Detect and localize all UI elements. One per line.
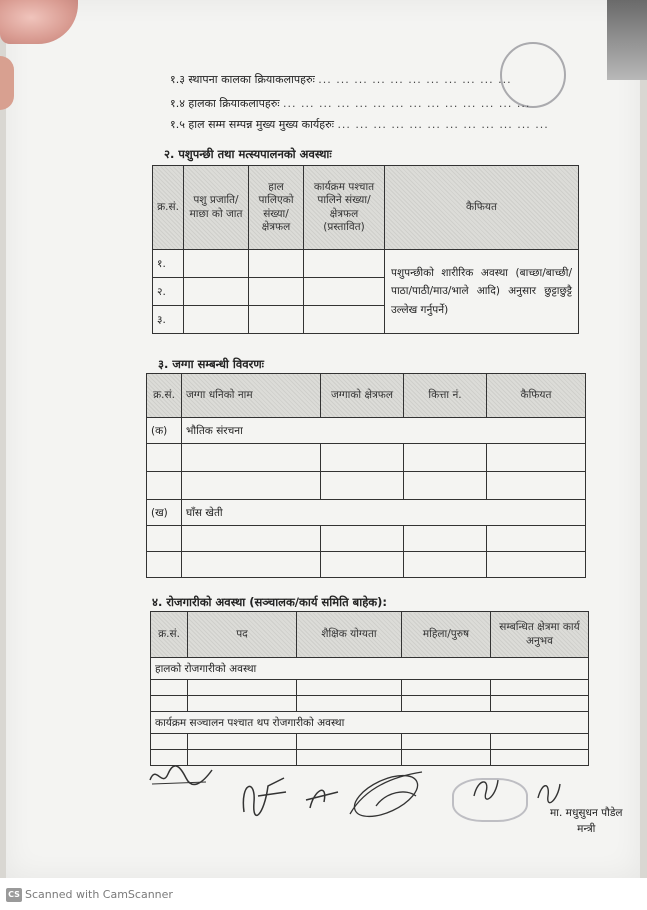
table-row [147,526,586,552]
livestock-table [152,165,579,334]
background-corner [607,0,647,80]
row-sn: ३. [153,306,184,334]
item-1-3-label: १.३ स्थापना कालका क्रियाकलापहरुः [170,73,315,86]
col-owner: जग्गा धनिको नाम [182,374,321,418]
col-area: जग्गाको क्षेत्रफल [321,374,404,418]
camscanner-watermark [6,888,173,902]
group-row [147,418,586,444]
signature-4 [336,766,432,826]
col-sn: क्र.सं. [147,374,182,418]
group-code: (ख) [147,500,182,526]
col-remarks: कैफियत [487,374,586,418]
group-code: (क) [147,418,182,444]
table-row [147,444,586,472]
section-3-title: ३. जग्गा सम्बन्धी विवरणः [158,357,264,371]
livestock-remark: पशुपन्छीको शारीरिक अवस्था (बाच्छा/बाच्छी/पाठा/पाठी/माउ/भाले आदि) अनुसार छुट्टाछुट्टै उल्लेख गर्नुपर्ने) [385,250,579,334]
col-current: हाल पालिएकाे संख्या/ क्षेत्रफल [249,166,304,250]
signature-1 [146,762,216,792]
table-row [151,750,589,766]
signature-5 [468,772,502,802]
section-4-title: ४. रोजगारीको अवस्था (सञ्चालक/कार्य समिति बाहेक): [152,595,387,609]
office-stamp [500,42,566,108]
finger-photo-artifact-2 [0,56,14,110]
group-label: घाँस खेती [182,500,586,526]
item-1-4 [170,96,530,111]
signature-6 [534,778,564,804]
col-species: पशु प्रजाति/माछा को जात [184,166,249,250]
signer-role: मन्त्री [577,822,596,835]
sub-row [151,658,589,680]
employment-table [150,611,589,766]
table-row [151,696,589,712]
col-remarks: कैफियत [385,166,579,250]
col-plot: कित्ता नं. [404,374,487,418]
table-row [151,734,589,750]
col-qualification: शैक्षिक योग्यता [297,612,402,658]
col-gender: महिला/पुरुष [402,612,491,658]
table-row [147,552,586,578]
camscanner-logo-icon: CS [6,888,22,902]
item-1-3-dots: ... ... ... ... ... ... ... ... ... ... ... [318,73,512,86]
item-1-4-label: १.४ हालका क्रियाकलापहरुः [170,97,280,110]
signer-name: मा. मधुसुधन पौडेल [550,807,623,819]
table-row [151,680,589,696]
item-1-4-dots: ... ... ... ... ... ... ... ... ... ... ... ... ... ... [283,97,531,110]
land-table [146,373,586,578]
signature-2 [234,772,290,818]
col-experience: सम्बन्धित क्षेत्रमा कार्य अनुभव [491,612,589,658]
item-1-5-label: १.५ हाल सम्म सम्पन्न मुख्य मुख्य कार्यहरुः [170,118,334,131]
col-post: पद [188,612,297,658]
table-row [147,472,586,500]
item-1-5 [170,117,549,132]
col-sn: क्र.सं. [151,612,188,658]
col-proposed: कार्यक्रम पश्चात पालिने संख्या/ क्षेत्रफल (प्रस्तावित) [304,166,385,250]
camscanner-text: Scanned with CamScanner [25,888,173,901]
sub-row [151,712,589,734]
row-sn: २. [153,278,184,306]
current-employment-label: हालको रोजगारीको अवस्था [151,658,589,680]
additional-employment-label: कार्यक्रम सञ्चालन पश्चात थप रोजगारीको अवस्था [151,712,589,734]
group-row [147,500,586,526]
group-label: भौतिक संरचना [182,418,586,444]
section-2-title: २. पशुपन्छी तथा मत्स्यपालनको अवस्थाः [164,147,332,161]
row-sn: १. [153,250,184,278]
col-sn: क्र.सं. [153,166,184,250]
signer-block [550,806,623,838]
item-1-5-dots: ... ... ... ... ... ... ... ... ... ... ... ... [337,118,549,131]
table-row [153,250,579,278]
item-1-3 [170,72,512,87]
